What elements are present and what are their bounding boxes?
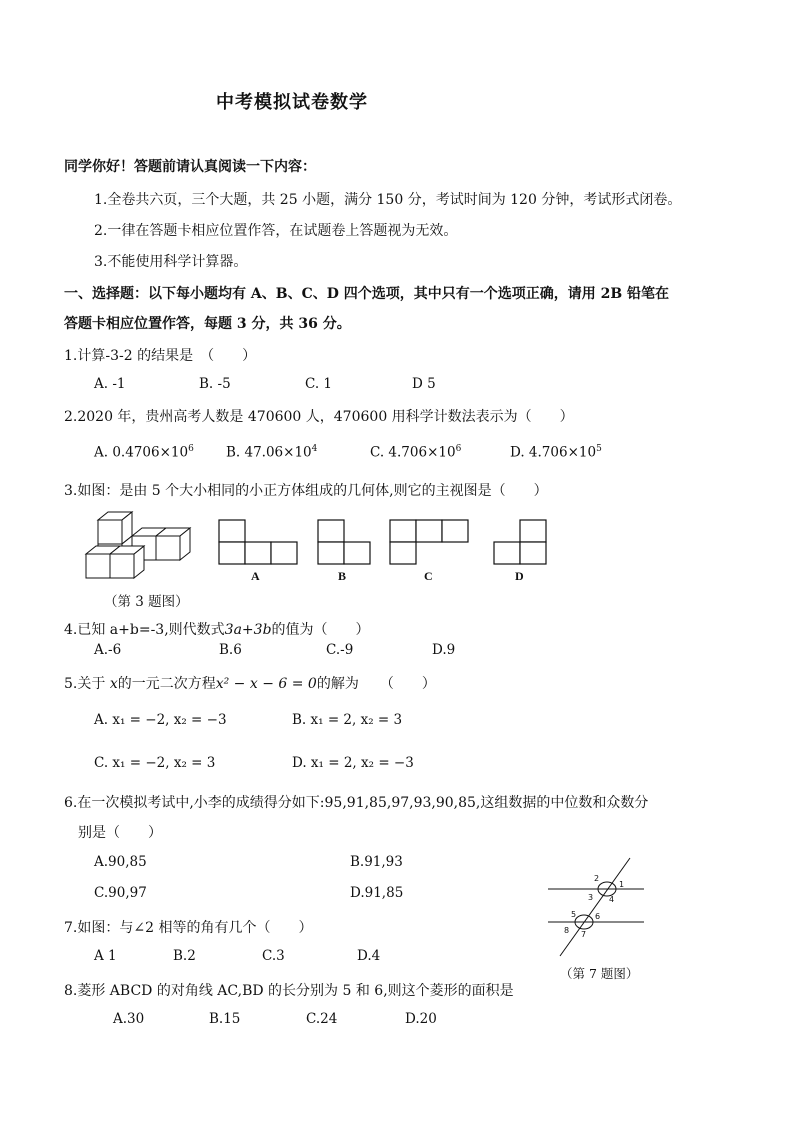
q3-option-a-view <box>218 519 298 565</box>
q6-option-c: C.90,97 <box>94 885 147 901</box>
q5-option-a: A. x₁ = −2, x₂ = −3 <box>94 712 227 728</box>
q5-option-c: C. x₁ = −2, x₂ = 3 <box>94 755 216 771</box>
q7-option-c: C.3 <box>262 948 285 964</box>
q2-option-b: B. $47.06\times 10^4$ <box>226 444 318 461</box>
angle-label-7: 7 <box>581 930 587 939</box>
q5-option-d: D. x₁ = 2, x₂ = −3 <box>292 755 414 771</box>
q4-expression: 3a+3b <box>224 622 272 638</box>
q7-option-a: A 1 <box>94 948 117 964</box>
rule-2: 2.一律在答题卡相应位置作答，在试题卷上答题视为无效。 <box>94 223 458 239</box>
q1-stem: 1.计算-3-2 的结果是 （ ） <box>64 348 257 364</box>
rule-3: 3.不能使用科学计算器。 <box>94 254 248 270</box>
q3-stem: 3.如图：是由 5 个大小相同的小正方体组成的几何体,则它的主视图是（ ） <box>64 483 548 499</box>
q3-option-c-view <box>389 519 469 565</box>
q7-parallel-lines-figure <box>544 856 648 964</box>
q1-option-a: A. -1 <box>94 376 126 392</box>
q4-option-b: B.6 <box>219 642 242 658</box>
q3-cube-figure <box>80 508 190 584</box>
q3-label-d: D <box>515 569 524 583</box>
intro-greeting: 同学你好！答题前请认真阅读一下内容： <box>64 159 316 175</box>
q7-figure-caption: （第 7 题图） <box>560 966 639 981</box>
rule-1: 1.全卷共六页，三个大题，共 25 小题，满分 150 分，考试时间为 120 分钟，考试形式闭卷。 <box>94 192 682 208</box>
q4-option-c: C.-9 <box>326 642 354 658</box>
q8-stem: 8.菱形 ABCD 的对角线 AC,BD 的长分别为 5 和 6,则这个菱形的面积是 <box>64 983 514 999</box>
q4-option-a: A.-6 <box>94 642 122 658</box>
q6-stem-line2: 别是（ ） <box>78 825 162 841</box>
section-heading-line1: 一、选择题：以下每小题均有 A、B、C、D 四个选项，其中只有一个选项正确，请用 2B 铅笔在 <box>64 286 670 302</box>
q3-option-b-view <box>317 519 373 565</box>
q2-stem: 2.2020 年，贵州高考人数是 470600 人，470600 用科学计数法表示为（ ） <box>64 409 574 425</box>
angle-label-4: 4 <box>609 895 615 904</box>
q3-label-b: B <box>338 569 347 583</box>
q5-stem: 5.关于 x的一元二次方程x² − x − 6 = 0的解为 （ ） <box>64 676 436 692</box>
q6-option-a: A.90,85 <box>94 854 147 870</box>
q6-option-b: B.91,93 <box>350 854 403 870</box>
q4-stem: 4.已知 a+b=-3,则代数式3a+3b的值为（ ） <box>64 622 370 638</box>
section-heading-line2: 答题卡相应位置作答，每题 3 分，共 36 分。 <box>64 316 351 332</box>
q4-option-d: D.9 <box>432 642 456 658</box>
q8-option-d: D.20 <box>405 1011 437 1027</box>
q6-stem-line1: 6.在一次模拟考试中,小李的成绩得分如下:95,91,85,97,93,90,85,这组数据的中位数和众数分 <box>64 795 649 811</box>
q5-option-b: B. x₁ = 2, x₂ = 3 <box>292 712 403 728</box>
angle-label-5: 5 <box>571 910 577 919</box>
q2-option-c: C. $4.706\times 10^6$ <box>370 444 462 461</box>
angle-label-1: 1 <box>619 880 625 889</box>
q3-label-a: A <box>251 569 260 583</box>
q7-option-d: D.4 <box>357 948 381 964</box>
q1-option-b: B. -5 <box>199 376 231 392</box>
q8-option-a: A.30 <box>113 1011 145 1027</box>
q8-option-b: B.15 <box>209 1011 241 1027</box>
q7-option-b: B.2 <box>173 948 196 964</box>
q1-option-c: C. 1 <box>305 376 333 392</box>
q2-option-d: D. $4.706\times 10^5$ <box>510 444 602 461</box>
q6-option-d: D.91,85 <box>350 885 404 901</box>
q7-stem: 7.如图：与∠2 相等的角有几个（ ） <box>64 920 313 936</box>
q8-option-c: C.24 <box>306 1011 338 1027</box>
page-title: 中考模拟试卷数学 <box>216 92 368 113</box>
q1-option-d: D 5 <box>412 376 436 392</box>
angle-label-8: 8 <box>564 926 570 935</box>
q3-label-c: C <box>424 569 433 583</box>
q2-option-a: A. $0.4706\times 10^6$ <box>94 444 194 461</box>
q3-option-d-view <box>493 519 549 565</box>
angle-label-3: 3 <box>588 893 594 902</box>
angle-label-6: 6 <box>595 912 601 921</box>
angle-label-2: 2 <box>594 874 600 883</box>
q5-equation: x² − x − 6 = 0 <box>215 676 317 692</box>
q3-figure-caption: （第 3 题图） <box>104 594 189 610</box>
